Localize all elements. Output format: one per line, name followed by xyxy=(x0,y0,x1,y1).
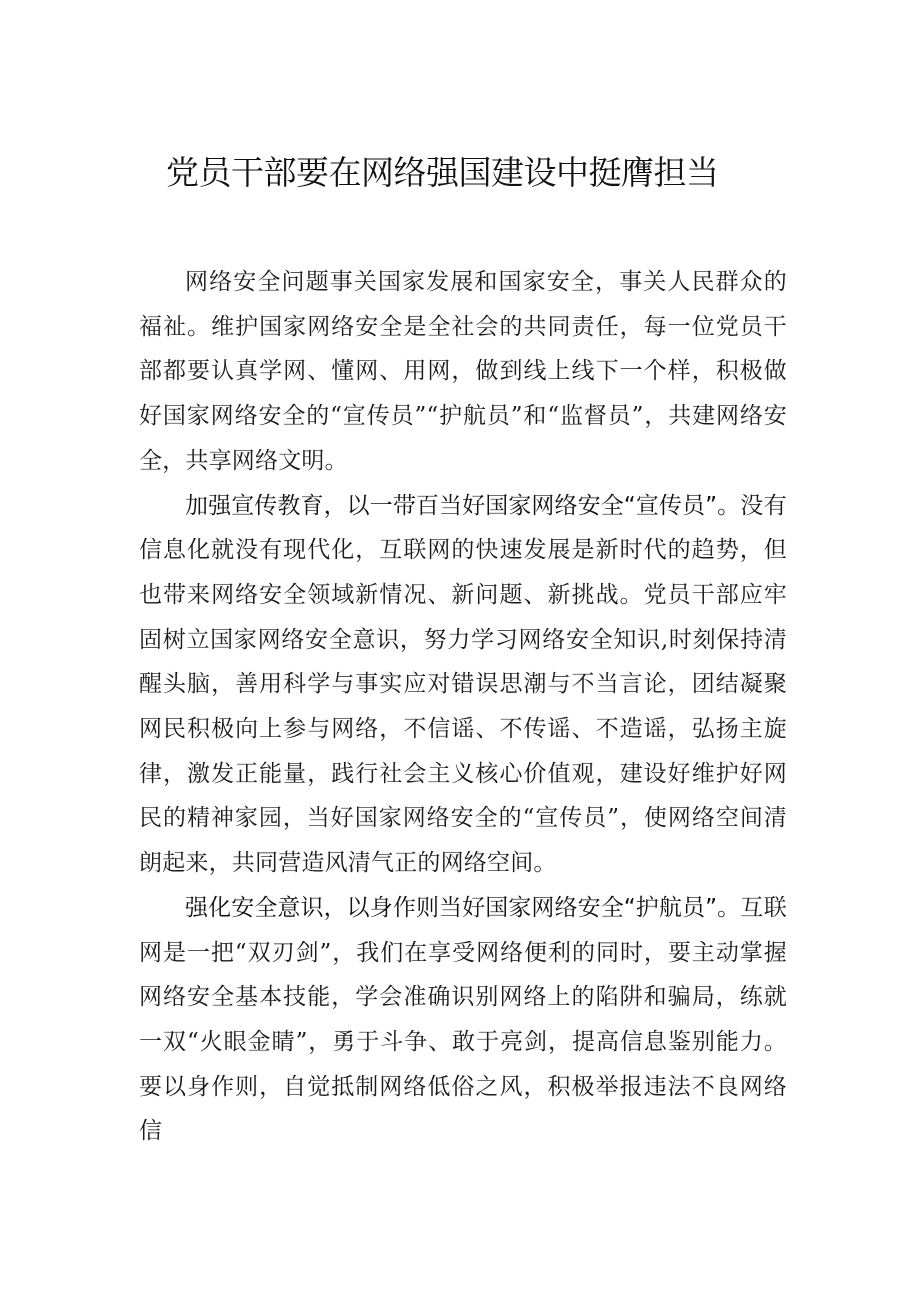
paragraph-heading: 强化安全意识，以身作则当好国家网络安全“护航员”。 xyxy=(185,894,741,921)
paragraph-text: 互联网是一把“双刃剑”，我们在享受网络便利的同时，要主动掌握网络安全基本技能，学会准确识别网络上的陷阱和骗局，练就一双“火眼金睛”，勇于斗争、敢于亮剑，提高信息鉴别能力。要以身作则，自觉抵制网络低俗之风，积极举报违法不良网络信 xyxy=(139,894,787,1145)
paragraph-intro xyxy=(139,260,787,484)
paragraph-text: 没有信息化就没有现代化，互联网的快速发展是新时代的趋势，但也带来网络安全领域新情况、新问题、新挑战。党员干部应牢固树立国家网络安全意识，努力学习网络安全知识,时刻保持清醒头脑，善用科学与事实应对错误思潮与不当言论，团结凝聚网民积极向上参与网络，不信谣、不传谣、不造谣，弘扬主旋律，激发正能量，践行社会主义核心价值观，建设好维护好网民的精神家园，当好国家网络安全的“宣传员”，使网络空间清朗起来，共同营造风清气正的网络空间。 xyxy=(139,492,787,877)
paragraph-text: 网络安全问题事关国家发展和国家安全，事关人民群众的福祉。维护国家网络安全是全社会的共同责任，每一位党员干部都要认真学网、懂网、用网，做到线上线下一个样，积极做好国家网络安全的“宣传员”“护航员”和“监督员”，共建网络安全，共享网络文明。 xyxy=(139,269,787,474)
paragraph-heading: 加强宣传教育，以一带百当好国家网络安全“宣传员”。 xyxy=(185,492,741,519)
paragraph-publicity xyxy=(139,484,787,886)
document-title: 党员干部要在网络强国建设中挺膺担当 xyxy=(166,153,719,192)
document-body xyxy=(139,260,787,1154)
paragraph-escort xyxy=(139,886,787,1154)
